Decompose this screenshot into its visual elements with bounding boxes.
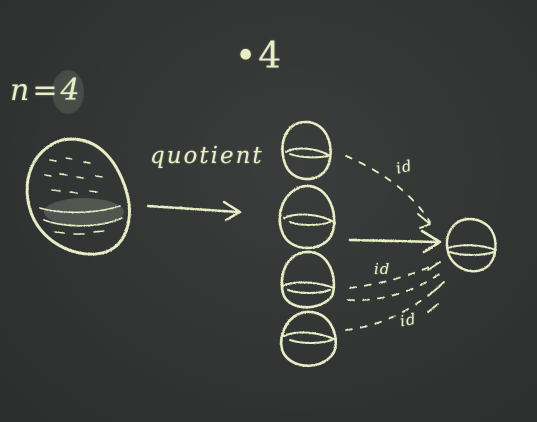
n-equals-label: n=4	[10, 73, 83, 108]
dashed-map-top	[346, 156, 430, 222]
chain-sphere-3	[282, 252, 334, 307]
id-label-bottom: id	[398, 309, 418, 331]
id-label-top: id	[394, 156, 415, 178]
title-label: •4	[235, 36, 284, 77]
dashed-map-bottom	[346, 278, 448, 330]
quotient-arrow	[148, 206, 238, 212]
sphere-chain	[280, 122, 336, 366]
left-sphere	[27, 139, 129, 254]
chain-sphere-2	[280, 186, 334, 248]
quotient-label: quotient	[150, 143, 264, 169]
target-sphere	[447, 219, 496, 271]
main-arrow	[350, 240, 438, 242]
chain-sphere-4	[281, 312, 336, 366]
chain-sphere-1	[282, 122, 330, 179]
id-label-middle: id	[374, 260, 391, 278]
dashed-map-lower-1	[350, 262, 440, 288]
